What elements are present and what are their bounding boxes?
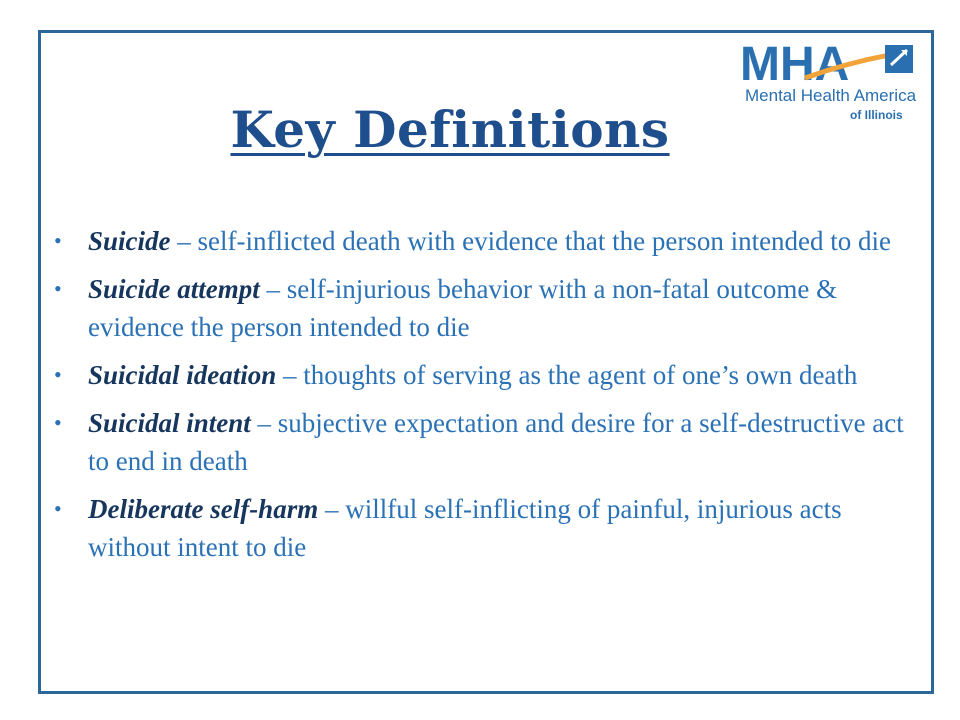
definition-text: – willful self-inflicting of painful, injurious acts without intent to die [88, 494, 842, 562]
definition-item [48, 490, 918, 566]
definition-term: Deliberate self-harm [88, 494, 319, 524]
logo-org-name: Mental Health America [745, 86, 917, 105]
definition-term: Suicidal intent [88, 408, 251, 438]
definition-text: – thoughts of serving as the agent of one’s own death [276, 360, 858, 390]
definitions-list [48, 222, 918, 576]
definition-item [48, 222, 918, 260]
slide-title: Key Definitions [230, 100, 670, 159]
definition-text: – self-injurious behavior with a non-fatal outcome & evidence the person intended to die [88, 274, 838, 342]
definition-item [48, 356, 918, 394]
definition-text: – subjective expectation and desire for a self-destructive act to end in death [88, 408, 904, 476]
bullet-icon: • [54, 410, 62, 435]
definition-term: Suicidal ideation [88, 360, 277, 390]
bullet-icon: • [54, 276, 62, 301]
bullet-icon: • [54, 362, 62, 387]
logo-mark: MHA [740, 40, 850, 91]
bullet-icon: • [54, 496, 62, 521]
definition-text: – self-inflicted death with evidence that the person intended to die [170, 226, 892, 256]
definition-item [48, 270, 918, 346]
definition-term: Suicide attempt [88, 274, 260, 304]
definition-item [48, 404, 918, 480]
logo-region: of Illinois [850, 108, 903, 122]
bullet-icon: • [54, 228, 62, 253]
definition-term: Suicide [88, 226, 171, 256]
